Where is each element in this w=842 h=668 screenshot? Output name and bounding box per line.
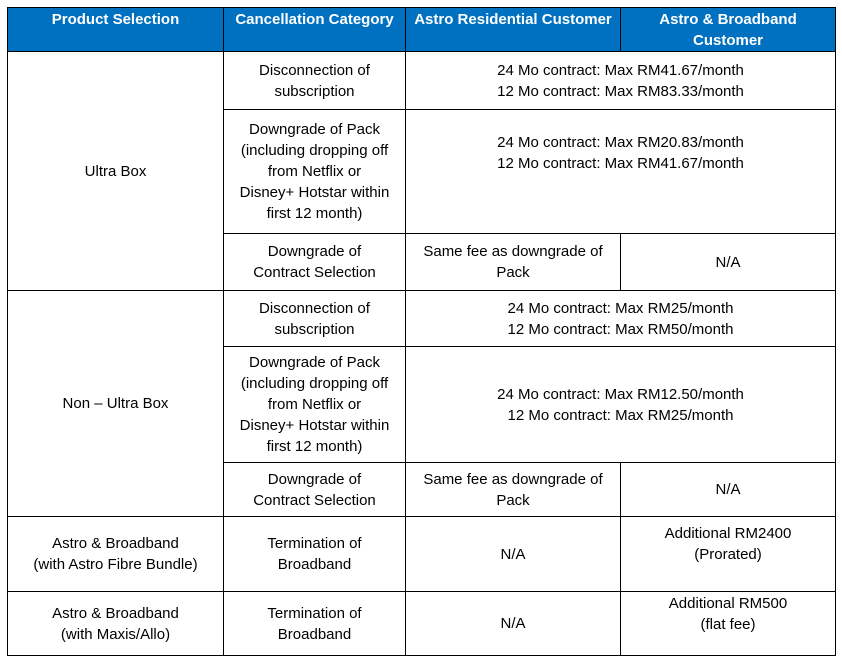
header-row xyxy=(8,8,836,52)
fee-cell: 24 Mo contract: Max RM20.83/month 12 Mo contract: Max RM41.67/month xyxy=(406,110,836,234)
broadband-fee-cell: Additional RM500 (flat fee) xyxy=(621,592,836,656)
table-row xyxy=(8,52,836,110)
cancellation-fee-table xyxy=(7,7,836,656)
header-product-selection: Product Selection xyxy=(8,8,224,52)
residential-fee-cell: N/A xyxy=(406,592,621,656)
category-cell: Termination of Broadband xyxy=(224,592,406,656)
fee-cell: 24 Mo contract: Max RM25/month 12 Mo contract: Max RM50/month xyxy=(406,291,836,347)
broadband-fee-cell: N/A xyxy=(621,463,836,517)
header-astro-broadband: Astro & Broadband Customer xyxy=(621,8,836,52)
category-cell: Disconnection of subscription xyxy=(224,52,406,110)
table-row xyxy=(8,592,836,656)
category-cell: Downgrade of Pack (including dropping off from Netflix or Disney+ Hotstar within first 12 month) xyxy=(224,110,406,234)
fee-cell: 24 Mo contract: Max RM41.67/month 12 Mo contract: Max RM83.33/month xyxy=(406,52,836,110)
product-ultra-box: Ultra Box xyxy=(8,52,224,291)
category-cell: Downgrade of Contract Selection xyxy=(224,463,406,517)
product-non-ultra-box: Non – Ultra Box xyxy=(8,291,224,517)
header-cancellation-category: Cancellation Category xyxy=(224,8,406,52)
category-cell: Downgrade of Contract Selection xyxy=(224,234,406,291)
header-astro-residential: Astro Residential Customer xyxy=(406,8,621,52)
category-cell: Termination of Broadband xyxy=(224,517,406,592)
residential-fee-cell: N/A xyxy=(406,517,621,592)
fee-cell: 24 Mo contract: Max RM12.50/month 12 Mo contract: Max RM25/month xyxy=(406,347,836,463)
residential-fee-cell: Same fee as downgrade of Pack xyxy=(406,463,621,517)
broadband-fee-cell: Additional RM2400 (Prorated) xyxy=(621,517,836,592)
broadband-fee-cell: N/A xyxy=(621,234,836,291)
residential-fee-cell: Same fee as downgrade of Pack xyxy=(406,234,621,291)
category-cell: Disconnection of subscription xyxy=(224,291,406,347)
table-row xyxy=(8,291,836,347)
table-row xyxy=(8,517,836,592)
product-maxis-allo: Astro & Broadband (with Maxis/Allo) xyxy=(8,592,224,656)
category-cell: Downgrade of Pack (including dropping off from Netflix or Disney+ Hotstar within first 12 month) xyxy=(224,347,406,463)
product-fibre-bundle: Astro & Broadband (with Astro Fibre Bundle) xyxy=(8,517,224,592)
